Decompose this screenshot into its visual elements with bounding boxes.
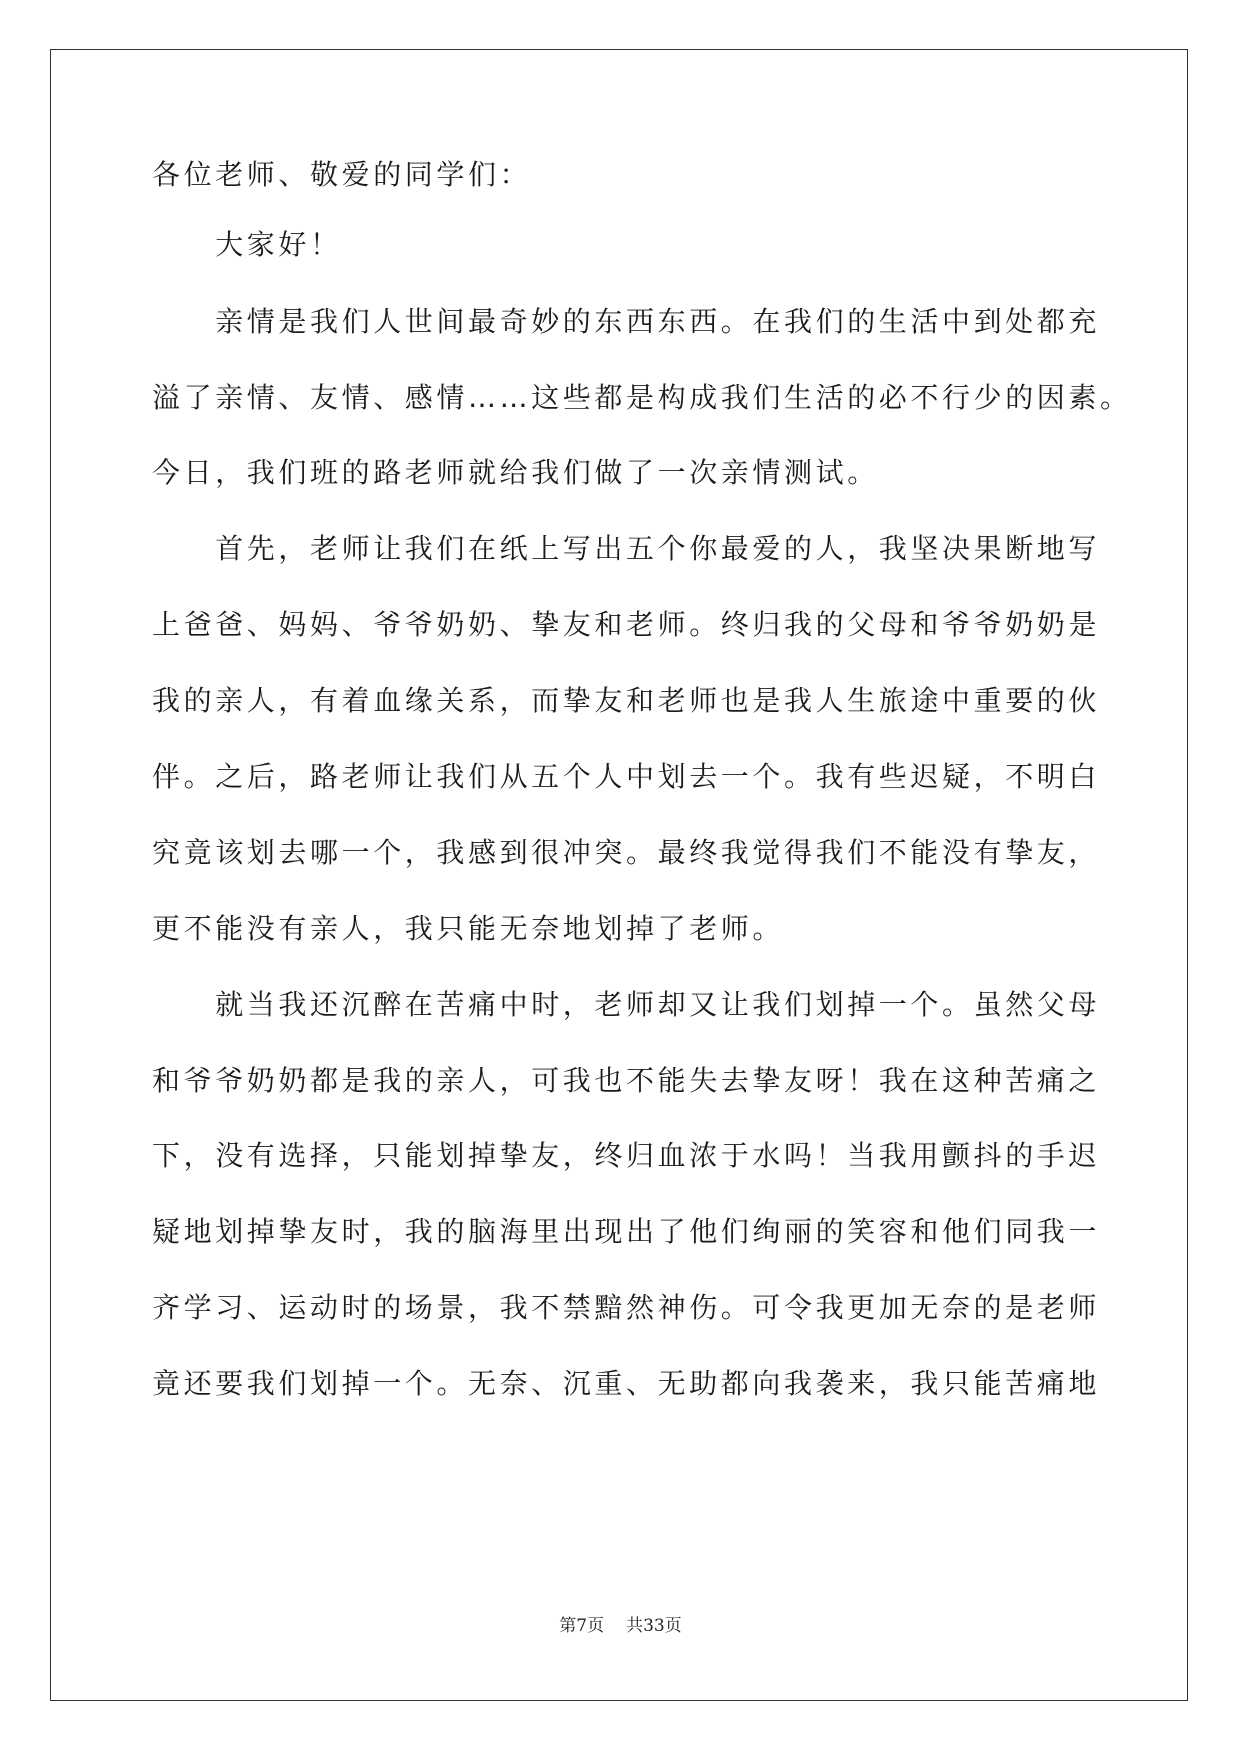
text-line: 首先，老师让我们在纸上写出五个你最爱的人，我坚决果断地写: [152, 532, 1101, 565]
text-line: 究竟该划去哪一个，我感到很冲突。最终我觉得我们不能没有挚友，: [152, 836, 1101, 869]
text-line: 大家好！: [152, 228, 342, 261]
page-border: [50, 49, 1188, 1701]
page-total: 共33页: [626, 1616, 682, 1636]
text-line: 和爷爷奶奶都是我的亲人，可我也不能失去挚友呀！我在这种苦痛之: [152, 1064, 1101, 1097]
text-line: 伴。之后，路老师让我们从五个人中划去一个。我有些迟疑，不明白: [152, 760, 1101, 793]
text-line: 就当我还沉醉在苦痛中时，老师却又让我们划掉一个。虽然父母: [152, 988, 1101, 1021]
text-line: 更不能没有亲人，我只能无奈地划掉了老师。: [152, 912, 785, 945]
text-line: 今日，我们班的路老师就给我们做了一次亲情测试。: [152, 456, 879, 489]
text-line: 亲情是我们人世间最奇妙的东西东西。在我们的生活中到处都充: [152, 305, 1101, 338]
text-line: 竟还要我们划掉一个。无奈、沉重、无助都向我袭来，我只能苦痛地: [152, 1367, 1101, 1400]
page-footer: [0, 1614, 1241, 1638]
text-line: 齐学习、运动时的场景，我不禁黯然神伤。可令我更加无奈的是老师: [152, 1291, 1101, 1324]
text-line: 我的亲人，有着血缘关系，而挚友和老师也是我人生旅途中重要的伙: [152, 684, 1101, 717]
text-line: 溢了亲情、友情、感情……这些都是构成我们生活的必不行少的因素。: [152, 381, 1132, 414]
text-line: 下，没有选择，只能划掉挚友，终归血浓于水吗！当我用颤抖的手迟: [152, 1139, 1101, 1172]
text-line: 各位老师、敬爱的同学们：: [152, 158, 532, 191]
page-number: 第7页: [559, 1616, 605, 1636]
text-line: 上爸爸、妈妈、爷爷奶奶、挚友和老师。终归我的父母和爷爷奶奶是: [152, 608, 1101, 641]
text-line: 疑地划掉挚友时，我的脑海里出现出了他们绚丽的笑容和他们同我一: [152, 1215, 1101, 1248]
